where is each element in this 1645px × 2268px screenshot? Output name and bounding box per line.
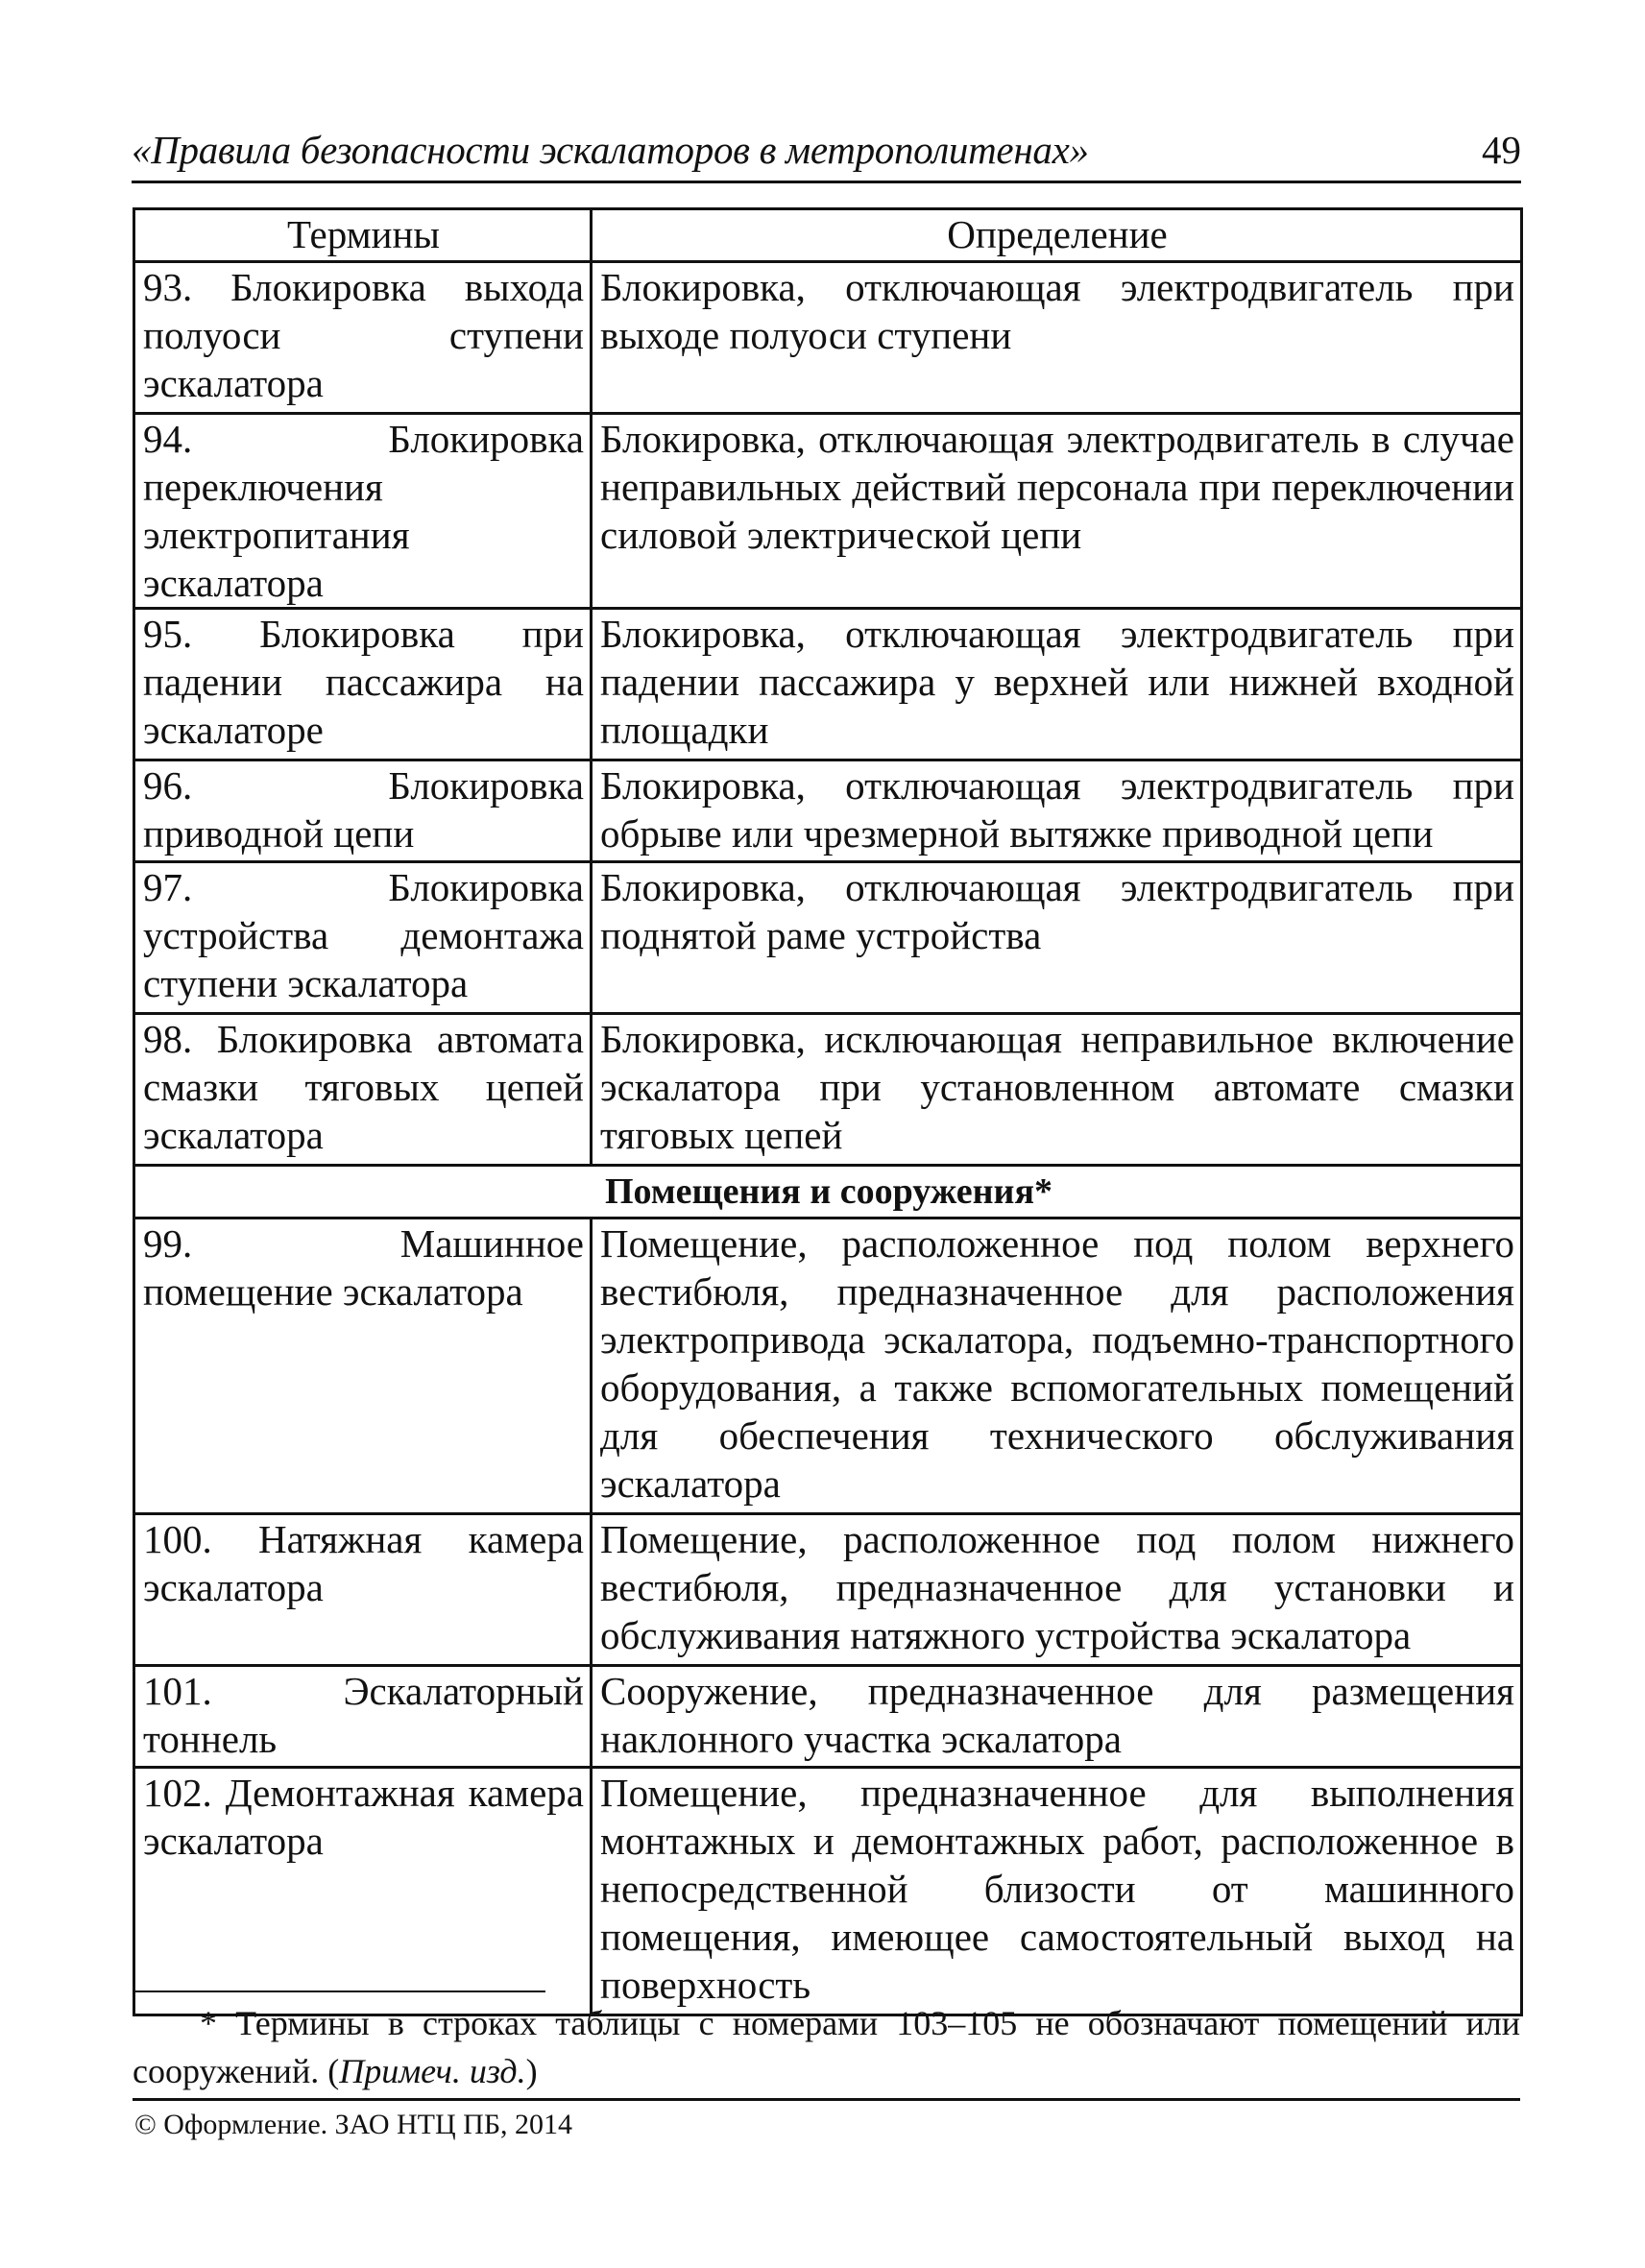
table-row [134, 862, 1522, 1014]
table-row [134, 1014, 1522, 1166]
copyright: © Оформление. ЗАО НТЦ ПБ, 2014 [134, 2109, 573, 2140]
definition-cell: Сооружение, предназначенное для размещения наклонного участка эскалатора [592, 1666, 1522, 1768]
running-header [132, 123, 1521, 183]
definition-cell: Помещение, расположенное под полом верхнего вестибюля, предназначенное для расположения электропривода эскалатора, подъемно-транспортного оборудования, а также вспомогательных помещений для обеспечения технического обслуживания эскалатора [592, 1218, 1522, 1514]
table-row [134, 1514, 1522, 1666]
table-row [134, 262, 1522, 414]
table-header-row [134, 209, 1522, 262]
term-cell: 101. Эскалаторный тоннель [134, 1666, 592, 1768]
terms-table [133, 207, 1523, 2016]
footnote-divider [133, 1991, 545, 1992]
section-heading: Помещения и сооружения* [134, 1166, 1522, 1218]
footnote-close: ) [525, 2052, 538, 2090]
table-row [134, 414, 1522, 609]
section-heading-row [134, 1166, 1522, 1218]
definition-cell: Блокировка, отключающая электродвигатель при падении пассажира у верхней или нижней входной площадки [592, 609, 1522, 760]
table-row [134, 609, 1522, 760]
term-cell: 93. Блокировка выхода полуоси ступени эскалатора [134, 262, 592, 414]
footnote-note: Примеч. изд. [339, 2052, 526, 2090]
column-header-definition: Определение [592, 209, 1522, 262]
table-row [134, 1768, 1522, 2015]
footnote [133, 1999, 1520, 2095]
term-cell: 94. Блокировка переключения электропитания эскалатора [134, 414, 592, 609]
term-cell: 96. Блокировка приводной цепи [134, 760, 592, 862]
term-cell: 98. Блокировка автомата смазки тяговых цепей эскалатора [134, 1014, 592, 1166]
column-header-terms: Термины [134, 209, 592, 262]
definition-cell: Блокировка, отключающая электродвигатель при выходе полуоси ступени [592, 262, 1522, 414]
definition-cell: Блокировка, отключающая электродвигатель в случае неправильных действий персонала при переключении силовой электрической цепи [592, 414, 1522, 609]
table-row [134, 1666, 1522, 1768]
header-title: «Правила безопасности эскалаторов в метрополитенах» [132, 128, 1089, 172]
copyright-divider [133, 2098, 1520, 2101]
definition-cell: Блокировка, исключающая неправильное включение эскалатора при установленном автомате смазки тяговых цепей [592, 1014, 1522, 1166]
definition-cell: Блокировка, отключающая электродвигатель при поднятой раме устройства [592, 862, 1522, 1014]
term-cell: 100. Натяжная камера эскалатора [134, 1514, 592, 1666]
table-row [134, 1218, 1522, 1514]
term-cell: 99. Машинное помещение эскалатора [134, 1218, 592, 1514]
table-row [134, 760, 1522, 862]
definition-cell: Помещение, предназначенное для выполнения монтажных и демонтажных работ, расположенное в непосредственной близости от машинного помещения, имеющее самостоятельный выход на поверхность [592, 1768, 1522, 2015]
term-cell: 102. Демонтажная камера эскалатора [134, 1768, 592, 2015]
definition-cell: Блокировка, отключающая электродвигатель при обрыве или чрезмерной вытяжке приводной цепи [592, 760, 1522, 862]
term-cell: 95. Блокировка при падении пассажира на эскалаторе [134, 609, 592, 760]
definition-cell: Помещение, расположенное под полом нижнего вестибюля, предназначенное для установки и обслуживания натяжного устройства эскалатора [592, 1514, 1522, 1666]
footnote-text: * Термины в строках таблицы с номерами 103–105 не обозначают помещений или сооружений. ( [133, 2004, 1520, 2090]
page-number: 49 [1482, 128, 1521, 172]
term-cell: 97. Блокировка устройства демонтажа ступени эскалатора [134, 862, 592, 1014]
